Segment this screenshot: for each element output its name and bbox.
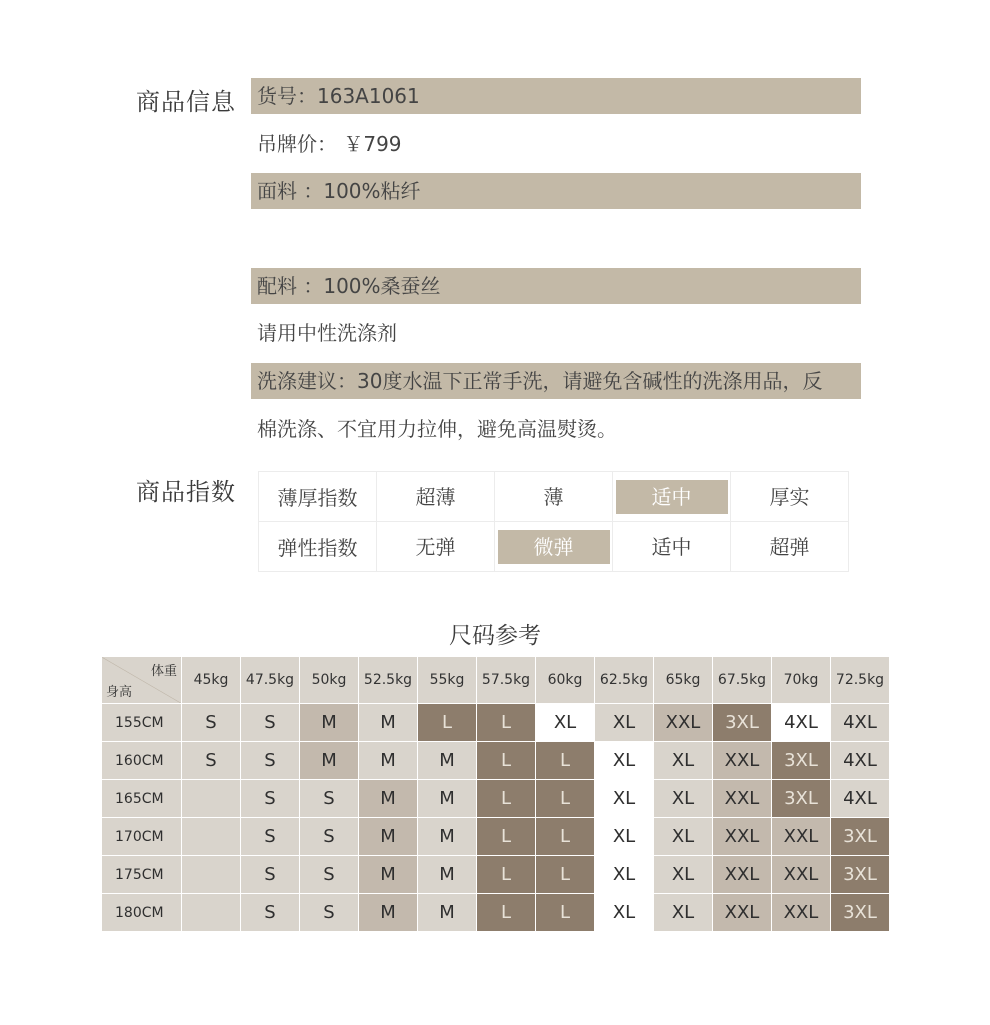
- info-row-item-number: 货号：163A1061: [251, 78, 861, 114]
- size-chart-title: 尺码参考: [449, 623, 541, 649]
- size-cell: XXL: [713, 780, 772, 818]
- product-index-table: [258, 471, 849, 572]
- size-cell: M: [300, 742, 359, 780]
- size-cell: XL: [595, 818, 654, 856]
- index-option: 薄: [543, 484, 564, 509]
- index-option: 超薄: [415, 484, 456, 509]
- size-cell: 3XL: [831, 818, 890, 856]
- elasticity-index-row: [259, 522, 849, 572]
- size-cell: XL: [654, 894, 713, 932]
- size-cell: XXL: [713, 894, 772, 932]
- weight-header: 72.5kg: [831, 657, 890, 704]
- size-cell: L: [477, 742, 536, 780]
- size-cell: L: [536, 856, 595, 894]
- size-cell: S: [241, 704, 300, 742]
- size-cell: L: [536, 894, 595, 932]
- index-option: 适中: [651, 534, 692, 559]
- info-row-wash-advice-cont: 棉洗涤、不宜用力拉伸，避免高温熨烫。: [257, 417, 617, 441]
- weight-axis-label: 体重: [150, 664, 177, 679]
- product-info-label: 商品信息: [136, 88, 236, 116]
- size-cell: XL: [595, 780, 654, 818]
- size-cell: 3XL: [713, 704, 772, 742]
- weight-header: 55kg: [418, 657, 477, 704]
- size-cell: XL: [595, 742, 654, 780]
- size-cell: S: [241, 818, 300, 856]
- size-chart-header-row: [102, 657, 890, 704]
- size-cell: [182, 856, 241, 894]
- weight-header: 57.5kg: [477, 657, 536, 704]
- weight-header: 60kg: [536, 657, 595, 704]
- size-cell: L: [477, 818, 536, 856]
- info-row-wash-advice: 洗涤建议：30度水温下正常手洗，请避免含碱性的洗涤用品，反: [251, 363, 861, 399]
- size-cell: L: [477, 704, 536, 742]
- size-cell: M: [418, 780, 477, 818]
- index-row-name: 弹性指数: [259, 522, 377, 572]
- size-chart-body: [102, 704, 890, 932]
- size-cell: S: [300, 856, 359, 894]
- height-axis-label: 身高: [106, 685, 133, 700]
- size-cell: [182, 780, 241, 818]
- size-cell: M: [359, 704, 418, 742]
- size-cell: L: [477, 780, 536, 818]
- size-cell: XL: [654, 856, 713, 894]
- size-cell: XXL: [654, 704, 713, 742]
- size-cell: XXL: [713, 856, 772, 894]
- height-label: 170CM: [102, 818, 182, 856]
- height-label: 180CM: [102, 894, 182, 932]
- height-label: 165CM: [102, 780, 182, 818]
- index-row-name: 薄厚指数: [259, 472, 377, 522]
- size-cell: M: [418, 856, 477, 894]
- size-cell: XL: [654, 818, 713, 856]
- size-cell: L: [536, 742, 595, 780]
- weight-header: 50kg: [300, 657, 359, 704]
- size-cell: L: [418, 704, 477, 742]
- weight-header: 70kg: [772, 657, 831, 704]
- size-cell: S: [241, 780, 300, 818]
- index-option: 无弹: [415, 534, 456, 559]
- size-cell: M: [418, 742, 477, 780]
- weight-header: 52.5kg: [359, 657, 418, 704]
- height-label: 175CM: [102, 856, 182, 894]
- info-row-fabric: 面料 ：100%粘纤: [251, 173, 861, 209]
- size-cell: 3XL: [772, 780, 831, 818]
- size-cell: L: [477, 856, 536, 894]
- size-cell: S: [300, 780, 359, 818]
- size-cell: S: [241, 856, 300, 894]
- size-cell: M: [359, 742, 418, 780]
- size-row: [102, 742, 890, 780]
- height-label: 155CM: [102, 704, 182, 742]
- size-cell: XL: [595, 894, 654, 932]
- product-index-label: 商品指数: [136, 478, 236, 506]
- size-chart-corner: [102, 657, 182, 704]
- size-cell: S: [300, 894, 359, 932]
- size-cell: S: [300, 818, 359, 856]
- size-cell: S: [182, 742, 241, 780]
- size-cell: 3XL: [831, 856, 890, 894]
- size-row: [102, 856, 890, 894]
- size-cell: XL: [654, 780, 713, 818]
- size-cell: XXL: [713, 742, 772, 780]
- size-cell: M: [359, 894, 418, 932]
- size-cell: M: [359, 780, 418, 818]
- thickness-index-row: [259, 472, 849, 522]
- size-row: [102, 818, 890, 856]
- size-cell: L: [477, 894, 536, 932]
- info-row-tag-price: 吊牌价： ￥799: [257, 132, 402, 156]
- index-option: 适中: [616, 480, 728, 514]
- weight-header: 62.5kg: [595, 657, 654, 704]
- size-cell: M: [418, 818, 477, 856]
- weight-header: 47.5kg: [241, 657, 300, 704]
- size-cell: S: [241, 894, 300, 932]
- weight-header: 67.5kg: [713, 657, 772, 704]
- info-row-lining: 配料 ：100%桑蚕丝: [251, 268, 861, 304]
- size-cell: XXL: [772, 818, 831, 856]
- size-row: [102, 894, 890, 932]
- size-cell: 4XL: [831, 704, 890, 742]
- size-cell: XL: [595, 704, 654, 742]
- size-cell: [182, 818, 241, 856]
- size-cell: XL: [654, 742, 713, 780]
- size-row: [102, 780, 890, 818]
- size-cell: M: [359, 856, 418, 894]
- size-row: [102, 704, 890, 742]
- size-cell: 4XL: [772, 704, 831, 742]
- size-cell: 3XL: [831, 894, 890, 932]
- size-cell: M: [418, 894, 477, 932]
- index-option: 厚实: [769, 484, 810, 509]
- size-cell: XXL: [772, 894, 831, 932]
- size-cell: XL: [595, 856, 654, 894]
- index-option: 超弹: [769, 534, 810, 559]
- size-cell: [182, 894, 241, 932]
- info-row-detergent: 请用中性洗涤剂: [257, 321, 397, 345]
- size-cell: 3XL: [772, 742, 831, 780]
- size-cell: 4XL: [831, 742, 890, 780]
- size-cell: L: [536, 780, 595, 818]
- size-cell: 4XL: [831, 780, 890, 818]
- size-cell: M: [359, 818, 418, 856]
- weight-header: 45kg: [182, 657, 241, 704]
- height-label: 160CM: [102, 742, 182, 780]
- size-cell: L: [536, 818, 595, 856]
- weight-header: 65kg: [654, 657, 713, 704]
- size-cell: S: [241, 742, 300, 780]
- size-cell: XL: [536, 704, 595, 742]
- size-cell: S: [182, 704, 241, 742]
- size-cell: M: [300, 704, 359, 742]
- index-option: 微弹: [498, 530, 610, 564]
- size-cell: XXL: [772, 856, 831, 894]
- size-cell: XXL: [713, 818, 772, 856]
- size-chart-table: [101, 656, 890, 932]
